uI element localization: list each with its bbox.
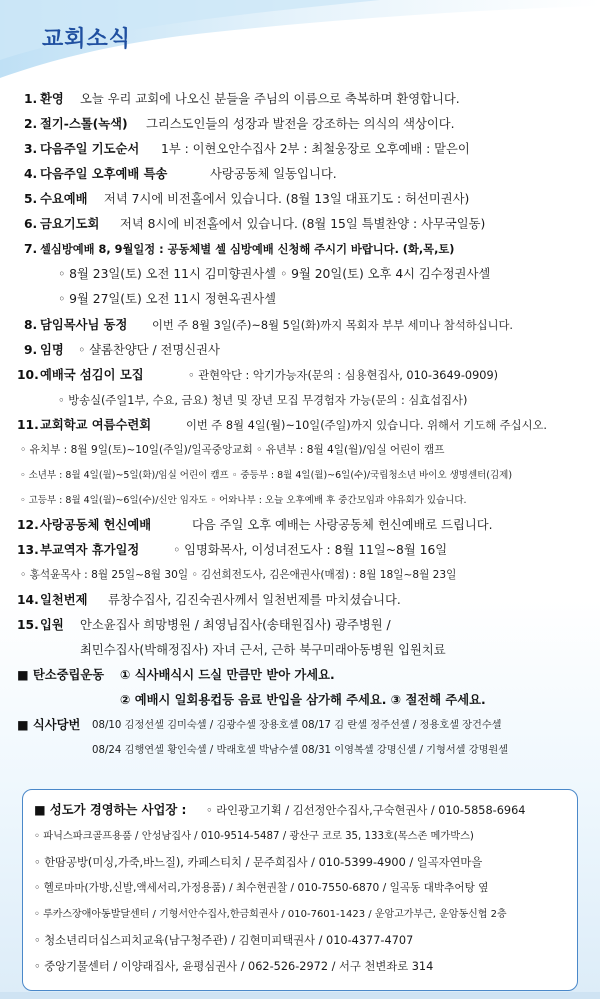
business-entry: ◦ 루카스장애아동발달센터 / 기형서안수집사,한금희권사 / 010-7601-1423 / 운암고가부근, 운암동신협 2층 [34, 909, 507, 920]
business-entry: ◦ 파닉스파크골프용품 / 안성남집사 / 010-9514-5487 / 광산구 코로 35, 133호(목스존 메가박스) [34, 831, 474, 842]
business-entry: ◦ 헬로마마(가방,신발,액세서리,가정용품) / 최수현권찰 / 010-7550-6870 / 일곡동 대박추어탕 옆 [34, 882, 489, 894]
announcement-5: 5. 수요예배 저녁 7시에 비전홀에서 있습니다. (8월 13일 대표기도 : 허선미권사) [24, 192, 470, 206]
business-entry: ◦ 청소년리더십스피치교육(남구청주관) / 김현미피택권사 / 010-4377-4707 [34, 934, 414, 947]
announcement-1: 1. 환영 오늘 우리 교회에 나오신 분들을 주님의 이름으로 축복하며 환영합니다. [24, 92, 460, 106]
announcement-8: 8. 담임목사님 동정 이번 주 8월 3일(주)~8월 5일(화)까지 목회자 부부 세미나 참석하십니다. [24, 318, 513, 332]
announcement-2: 2. 절기-스톨(녹색) 그리스도인들의 성장과 발전을 강조하는 의식의 색상이다. [24, 117, 455, 131]
announcement-14: 14. 일천번제 류창수집사, 김진숙권사께서 일천번제를 마치셨습니다. [17, 593, 401, 607]
meal-duty-detail: 08/24 김행연셀 황인숙셀 / 박래호셀 박남수셀 08/31 이영복셀 강명신셀 / 기형서셀 강명원셀 [92, 745, 509, 756]
meal-duty: ■ 식사당번 08/10 김정선셀 김미숙셀 / 김광수셀 장용호셀 08/17 김 란셀 정주선셀 / 정용호셀 장건수셀 [17, 718, 502, 732]
announcement-13-detail: ◦ 홍석윤목사 : 8월 25일~8월 30일 ◦ 김선희전도사, 김은애권사(매점) : 8월 18일~8월 23일 [20, 569, 457, 581]
announcement-4: 4. 다음주일 오후예배 특송 사랑공동체 일동입니다. [24, 167, 337, 181]
page-title: 교회소식 [42, 27, 132, 52]
business-entry: ◦ 중앙기물센터 / 이양래집사, 윤평심권사 / 062-526-2972 / 서구 천변좌로 314 [34, 960, 434, 973]
announcement-15-detail: 최민수집사(박해정집사) 자녀 근서, 근하 북구미래아동병원 입원치료 [80, 643, 446, 657]
announcement-12: 12. 사랑공동체 헌신예배 다음 주일 오후 예배는 사랑공동체 헌신예배로 드립니다. [17, 518, 493, 532]
announcement-11: 11. 교회학교 여름수련회 이번 주 8월 4일(월)~10일(주일)까지 있습니다. 위해서 기도해 주십시오. [17, 418, 547, 432]
announcement-7: 7. 셀심방예배 8, 9월일정 : 공동체별 셀 심방예배 신청해 주시기 바랍니다. (화,목,토) [24, 242, 455, 256]
announcement-9: 9. 임명 ◦ 샬롬찬양단 / 전명신권사 [24, 343, 220, 357]
announcement-10-detail: ◦ 방송실(주일1부, 수요, 금요) 청년 및 장년 모집 무경험자 가능(문의 : 심효섭집사) [58, 394, 468, 407]
announcement-11-detail-3: ◦ 고등부 : 8월 4일(월)~6일(수)/신안 임자도 ◦ 어와나부 : 오늘 오후예배 후 중간모임과 야유회가 있습니다. [20, 495, 467, 506]
carbon-campaign-detail: ② 예배시 일회용컵등 음료 반입을 삼가해 주세요. ③ 절전해 주세요. [120, 693, 486, 707]
announcement-11-detail-2: ◦ 소년부 : 8월 4일(월)~5일(화)/임실 어린이 캠프 ◦ 중등부 : 8월 4일(월)~6일(수)/국립청소년 바이오 생명센터(김제) [20, 470, 513, 481]
announcement-15: 15. 입원 안소윤집사 희망병원 / 최영님집사(송태원집사) 광주병원 / [17, 618, 391, 632]
carbon-campaign: ■ 탄소중립운동 ① 식사배식시 드실 만큼만 받아 가세요. [17, 668, 335, 682]
announcement-13: 13. 부교역자 휴가일정 ◦ 임명화목사, 이성녀전도사 : 8월 11일~8월 16일 [17, 543, 448, 557]
announcement-11-detail-1: ◦ 유치부 : 8월 9일(토)~10일(주일)/일곡중앙교회 ◦ 유년부 : 8월 4일(월)/임실 어린이 캠프 [20, 444, 445, 456]
announcement-6: 6. 금요기도회 저녁 8시에 비전홀에서 있습니다. (8월 15일 특별찬양 : 사무국일동) [24, 217, 486, 231]
announcement-3: 3. 다음주일 기도순서 1부 : 이현오안수집사 2부 : 최철웅장로 오후예배 : 맡은이 [24, 142, 470, 156]
business-header: ■ 성도가 경영하는 사업장 : ◦ 라인광고기획 / 김선정안수집사,구숙현권사 / 010-5858-6964 [34, 803, 526, 817]
bottom-decoration [0, 992, 600, 999]
announcement-7-detail-2: ◦ 9월 27일(토) 오전 11시 정현옥권사셀 [58, 292, 277, 306]
announcement-7-detail-1: ◦ 8월 23일(토) 오전 11시 김미향권사셀 ◦ 9월 20일(토) 오후 4시 김수정권사셀 [58, 267, 491, 281]
announcement-10: 10. 예배국 섬김이 모집 ◦ 관현악단 : 악기가능자(문의 : 심용현집사, 010-3649-0909) [17, 368, 499, 382]
business-entry: ◦ 한땀공방(미싱,가죽,바느질), 카페스티치 / 문주희집사 / 010-5399-4900 / 일곡자연마을 [34, 856, 483, 869]
